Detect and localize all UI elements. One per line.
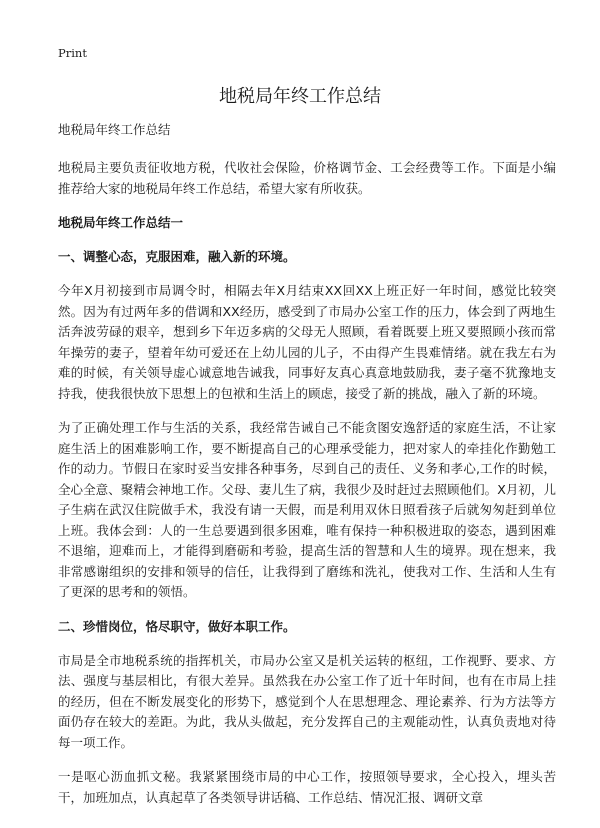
- body-paragraph: 一是呕心沥血抓文秘。我紧紧围绕市局的中心工作，按照领导要求，全心投入，埋头苦干，加班加点，认真起草了各类领导讲话稿、工作总结、情况汇报、调研文章: [58, 769, 556, 805]
- body-paragraph: 为了正确处理工作与生活的关系，我经常告诫自己不能贪图安逸舒适的家庭生活，不让家庭生活上的困难影响工作，要不断提高自己的心理承受能力，把对家人的牵挂化作勤勉工作的动力。节假日在家时妥当安排各种事务，尽到自己的责任、义务和孝心,工作的时候，全心全意、聚精会神地工作。父母、妻儿生了病，我很少及时赶过去照顾他们。X月初，儿子生病在武汉住院做手术，我没有请一天假，而是利用双休日照看孩子后就匆匆赶到单位上班。我体会到：人的一生总要遇到很多困难，唯有保持一种积极进取的姿态，遇到困难不退缩，迎难而上，才能得到磨砺和考验，提高生活的智慧和人生的境界。现在想来，我非常感谢组织的安排和领导的信任，让我得到了磨练和洗礼，使我对工作、生活和人生有了更深的思考和的领悟。: [58, 420, 556, 599]
- section-heading-1: 一、调整心态，克服困难，融入新的环境。: [58, 249, 296, 264]
- page-title: 地税局年终工作总结: [219, 86, 381, 107]
- part-heading: 地税局年终工作总结一: [58, 215, 184, 230]
- intro-paragraph: 地税局主要负责征收地方税，代收社会保险，价格调节金、工会经费等工作。下面是小编推荐给大家的地税局年终工作总结，希望大家有所收获。: [58, 160, 556, 196]
- body-paragraph: 市局是全市地税系统的指挥机关，市局办公室又是机关运转的枢纽，工作视野、要求、方法、强度与基层相比，有很大差异。虽然我在办公室工作了近十年时间，也有在市局上挂的经历，但在不断发展变化的形势下，感觉到个人在思想理念、理论素养、行为方法等方面仍存在较大的差距。为此，我从头做起，充分发挥自己的主观能动性，认真负责地对待每一项工作。: [58, 652, 556, 750]
- article-subtitle: 地税局年终工作总结: [58, 122, 171, 137]
- body-paragraph: 今年X月初接到市局调令时，相隔去年X月结束XX回XX上班正好一年时间，感觉比较突然。因为有过两年多的借调和XX经历，感受到了市局办公室工作的压力，体会到了两地生活奔波劳碌的艰辛，想到乡下年迈多病的父母无人照顾，看着既要上班又要照顾小孩而常年操劳的妻子，望着年幼可爱还在上幼儿园的儿子，不由得产生畏难情绪。就在我左右为难的时候，有关领导虚心诚意地告诫我，同事好友真心真意地鼓励我，妻子毫不犹豫地支持我，使我很快放下思想上的包袱和生活上的顾虑，接受了新的挑战，融入了新的环境。: [58, 283, 556, 401]
- section-heading-2: 二、珍惜岗位，恪尽职守，做好本职工作。: [58, 618, 296, 634]
- print-link[interactable]: Print: [58, 46, 87, 60]
- article-body: [58, 120, 556, 822]
